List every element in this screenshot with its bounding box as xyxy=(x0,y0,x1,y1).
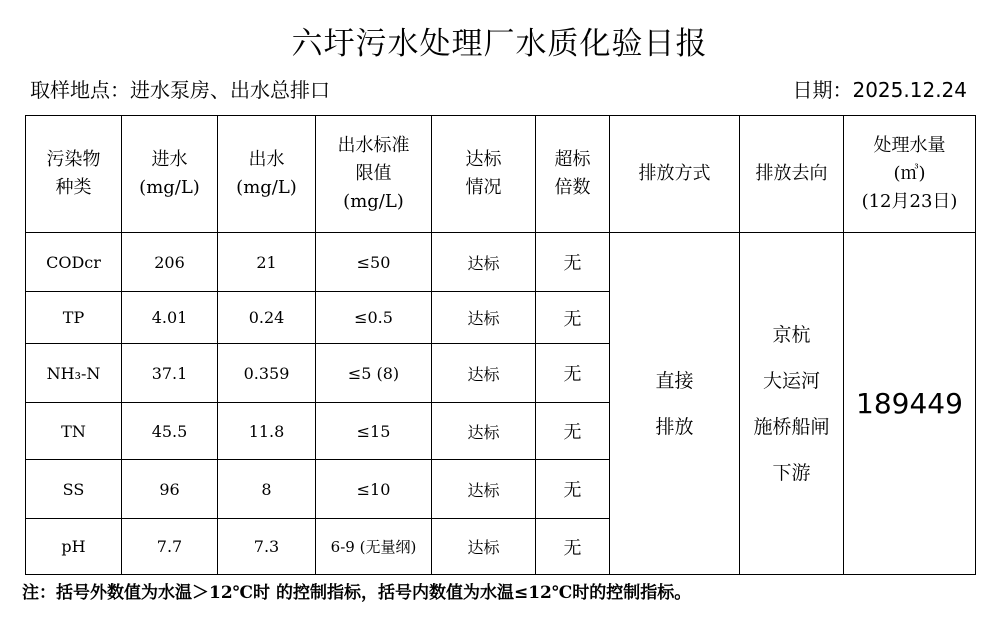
limit-cell: 6-9 (无量纲) xyxy=(316,519,432,575)
report-title: 六圩污水处理厂水质化验日报 xyxy=(291,26,708,62)
inflow-cell: 4.01 xyxy=(122,292,218,344)
pollutant-cell: TN xyxy=(26,403,122,460)
outflow-cell: 11.8 xyxy=(218,403,316,460)
limit-cell: ≤50 xyxy=(316,233,432,292)
header-row xyxy=(26,116,976,233)
outflow-cell: 8 xyxy=(218,460,316,519)
pollutant-cell: pH xyxy=(26,519,122,575)
exceed-cell: 无 xyxy=(536,403,610,460)
outflow-cell: 21 xyxy=(218,233,316,292)
discharge-method-cell: 直接 排放 xyxy=(610,233,740,575)
status-cell: 达标 xyxy=(432,344,536,403)
pollutant-cell: TP xyxy=(26,292,122,344)
header-discharge-method: 排放方式 xyxy=(610,116,740,233)
inflow-cell: 96 xyxy=(122,460,218,519)
limit-cell: ≤5 (8) xyxy=(316,344,432,403)
water-quality-table xyxy=(25,115,976,575)
inflow-cell: 37.1 xyxy=(122,344,218,403)
exceed-cell: 无 xyxy=(536,233,610,292)
header-compliance: 达标 情况 xyxy=(432,116,536,233)
pollutant-cell: NH₃-N xyxy=(26,344,122,403)
status-cell: 达标 xyxy=(432,519,536,575)
outflow-cell: 7.3 xyxy=(218,519,316,575)
footnote: 注：括号外数值为水温＞12℃时 的控制指标，括号内数值为水温≤12℃时的控制指标。 xyxy=(22,583,692,603)
header-outflow: 出水 (mg/L) xyxy=(218,116,316,233)
inflow-cell: 7.7 xyxy=(122,519,218,575)
limit-cell: ≤0.5 xyxy=(316,292,432,344)
report-date: 日期：2025.12.24 xyxy=(792,78,967,102)
status-cell: 达标 xyxy=(432,403,536,460)
exceed-cell: 无 xyxy=(536,460,610,519)
outflow-cell: 0.359 xyxy=(218,344,316,403)
exceed-cell: 无 xyxy=(536,519,610,575)
inflow-cell: 45.5 xyxy=(122,403,218,460)
status-cell: 达标 xyxy=(432,292,536,344)
header-volume: 处理水量 (㎥) (12月23日) xyxy=(844,116,976,233)
discharge-destination-cell: 京杭 大运河 施桥船闸 下游 xyxy=(740,233,844,575)
header-limit: 出水标准 限值 (mg/L) xyxy=(316,116,432,233)
exceed-cell: 无 xyxy=(536,344,610,403)
exceed-cell: 无 xyxy=(536,292,610,344)
inflow-cell: 206 xyxy=(122,233,218,292)
pollutant-cell: SS xyxy=(26,460,122,519)
header-pollutant: 污染物 种类 xyxy=(26,116,122,233)
sampling-location: 取样地点：进水泵房、出水总排口 xyxy=(30,78,330,102)
outflow-cell: 0.24 xyxy=(218,292,316,344)
limit-cell: ≤10 xyxy=(316,460,432,519)
header-inflow: 进水 (mg/L) xyxy=(122,116,218,233)
table-row xyxy=(26,233,976,292)
header-exceed: 超标 倍数 xyxy=(536,116,610,233)
header-discharge-destination: 排放去向 xyxy=(740,116,844,233)
volume-value-cell: 189449 xyxy=(844,233,976,575)
limit-cell: ≤15 xyxy=(316,403,432,460)
pollutant-cell: CODcr xyxy=(26,233,122,292)
status-cell: 达标 xyxy=(432,233,536,292)
status-cell: 达标 xyxy=(432,460,536,519)
